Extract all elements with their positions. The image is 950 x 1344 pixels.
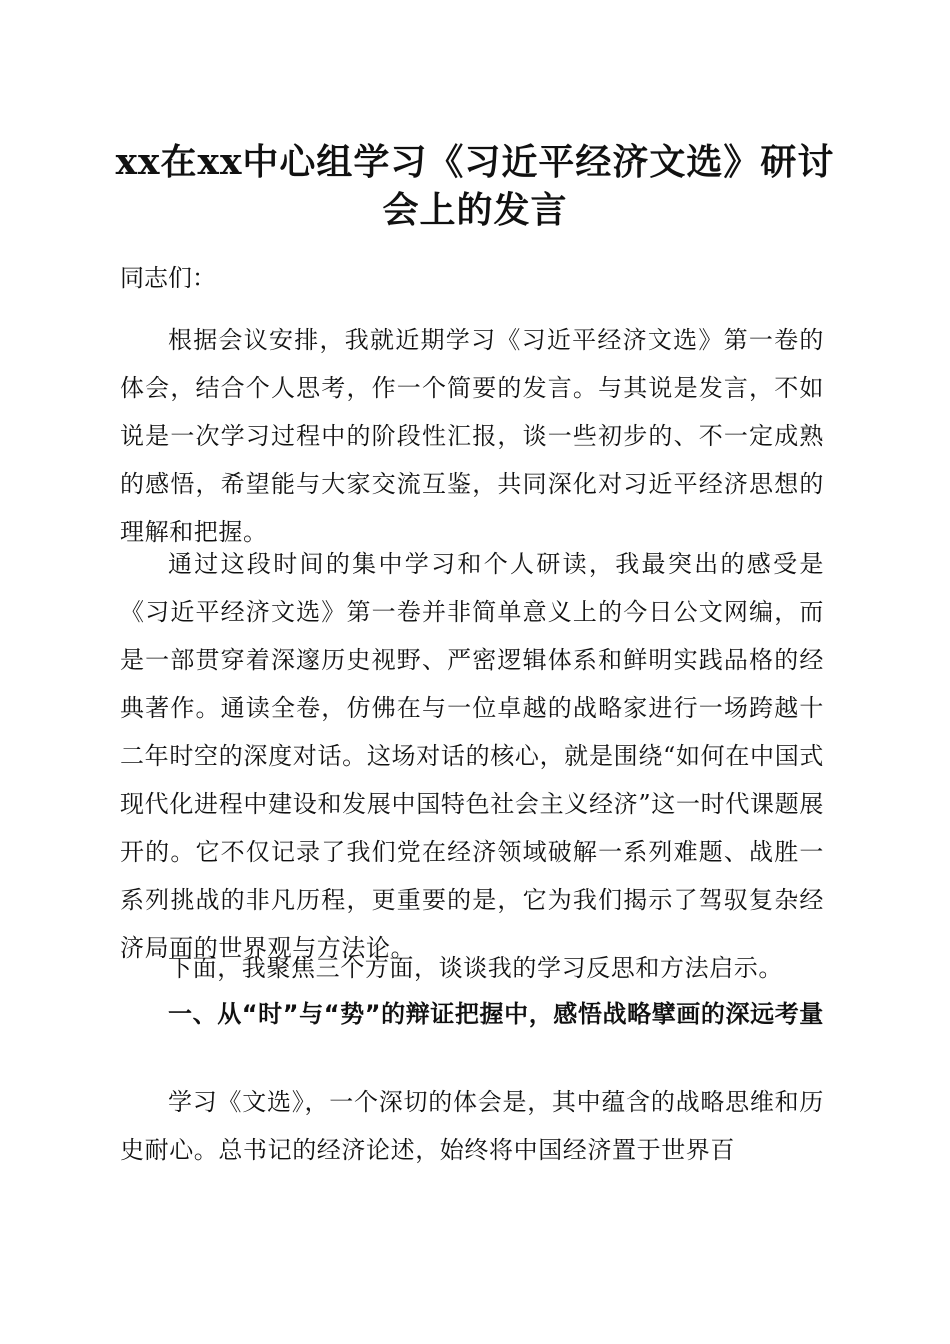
- document-title-line-2: 会上的发言: [382, 189, 568, 231]
- body-paragraph-4: 学习《文选》，一个深切的体会是，其中蕴含的战略思维和历史耐心。总书记的经济论述，始终将中国经济置于世界百: [120, 1088, 824, 1164]
- body-paragraph-1: 根据会议安排，我就近期学习《习近平经济文选》第一卷的体会，结合个人思考，作一个简要的发言。与其说是发言，不如说是一次学习过程中的阶段性汇报，谈一些初步的、不一定成熟的感悟，希望能与大家交流互鉴，共同深化对习近平经济思想的理解和把握。: [120, 326, 824, 546]
- section-heading-1: 一、从“时”与“势”的辩证把握中，感悟战略擘画的深远考量: [168, 1000, 824, 1028]
- body-paragraph-3: 下面，我聚焦三个方面，谈谈我的学习反思和方法启示。: [168, 954, 783, 982]
- body-paragraph-2: 通过这段时间的集中学习和个人研读，我最突出的感受是《习近平经济文选》第一卷并非简单意义上的今日公文网编，而是一部贯穿着深邃历史视野、严密逻辑体系和鲜明实践品格的经典著作。通读全卷，仿佛在与一位卓越的战略家进行一场跨越十二年时空的深度对话。这场对话的核心，就是围绕“如何在中国式现代化进程中建设和发展中国特色社会主义经济”这一时代课题展开的。它不仅记录了我们党在经济领域破解一系列难题、战胜一系列挑战的非凡历程，更重要的是，它为我们揭示了驾驭复杂经济局面的世界观与方法论。: [120, 550, 824, 962]
- document-title-line-1: xx在xx中心组学习《习近平经济文选》研讨: [115, 141, 835, 183]
- salutation: 同志们：: [120, 264, 216, 292]
